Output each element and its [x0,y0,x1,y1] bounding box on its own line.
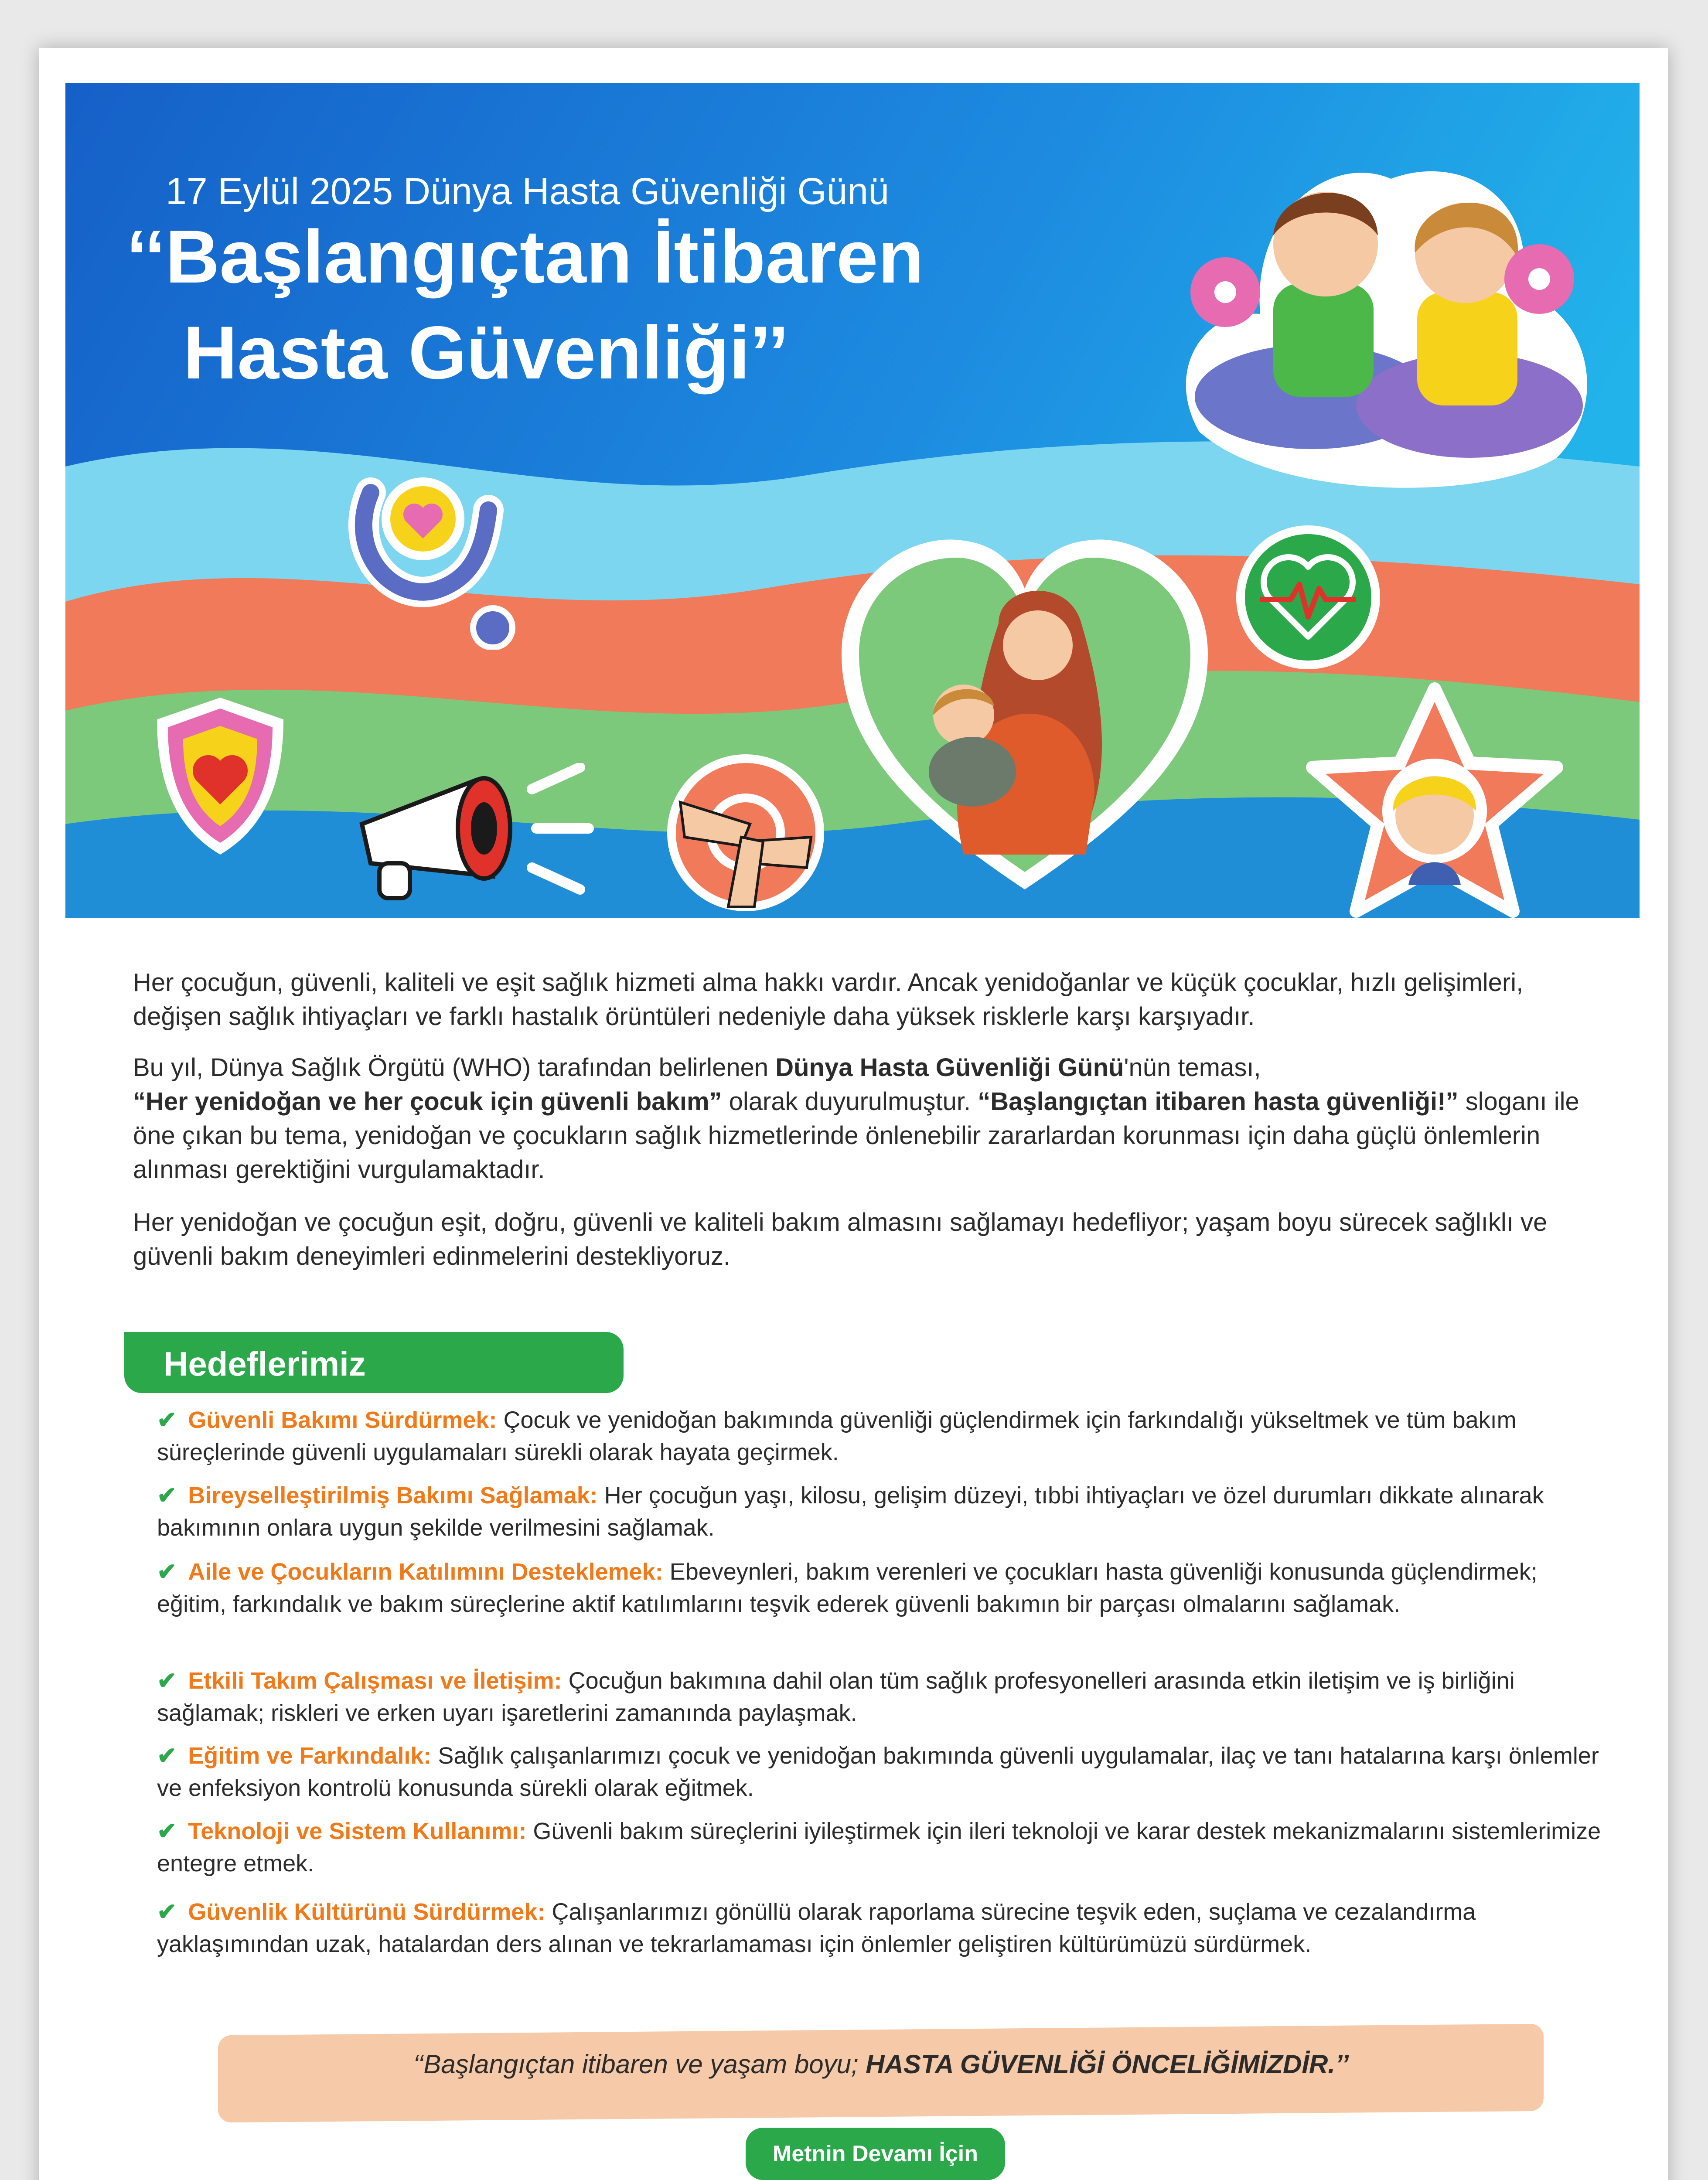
poster-sheet [39,48,1668,2180]
heart-pulse-icon [1234,523,1382,671]
goal-text: Çocuğun bakımına dahil olan tüm sağlık profesyonelleri arasında etkin iletişim ve iş birliğini sağlamak; riskleri ve erken uyarı işaretlerini zamanında paylaşmak. [157,1668,1515,1726]
goal-item [157,1896,1605,1960]
page-title-line1: ‘‘Başlangıçtan İtibaren [126,215,924,299]
goal-title: Aile ve Çocukların Katılımını Desteklemek: [188,1559,663,1585]
check-icon: ✔ [157,1559,177,1585]
goal-item [157,1479,1605,1544]
goal-item [157,1740,1605,1804]
intro-paragraph-3: Her yenidoğan ve çocuğun eşit, doğru, güvenli ve kaliteli bakım almasını sağlamayı hedefliyor; yaşam boyu sürecek sağlıklı ve güvenli bakım deneyimleri edinmelerini destekliyoruz. [133,1208,1548,1271]
goal-text: Sağlık çalışanlarımızı çocuk ve yenidoğan bakımında güvenli uygulamalar, ilaç ve tanı hatalarına karşı önlemler ve enfeksiyon kontrolü konusunda sürekli olarak eğitmek. [157,1743,1599,1801]
goal-text: Çalışanlarımızı gönüllü olarak raporlama sürecine teşvik eden, suçlama ve cezalandırma yaklaşımından uzak, hatalardan ders alınan ve tekrarlamaması için önlemler geliştiren kültürümüzü sürdürmek. [157,1899,1476,1957]
megaphone-icon [344,763,597,907]
smiling-child-star-icon [1299,680,1570,918]
check-icon: ✔ [157,1407,177,1433]
helping-hands-icon [663,750,828,916]
goal-item [157,1665,1605,1729]
goal-title: Eğitim ve Farkındalık: [188,1743,432,1769]
goal-title: Teknoloji ve Sistem Kullanımı: [188,1818,527,1844]
goal-title: Bireyselleştirilmiş Bakımı Sağlamak: [188,1482,598,1509]
check-icon: ✔ [157,1818,177,1844]
p2-segment-e: olarak duyurulmuştur. [722,1087,978,1116]
goal-item [157,1556,1605,1620]
p2-segment-a: Bu yıl, Dünya Sağlık Örgütü (WHO) tarafından belirlenen [133,1053,776,1082]
event-subtitle: 17 Eylül 2025 Dünya Hasta Güvenliği Günü [166,170,889,212]
quote-emphasis: HASTA GÜVENLİĞİ ÖNCELİĞİMİZDİR.’’ [866,2050,1349,2079]
check-icon: ✔ [157,1899,177,1925]
p2-event-name: Dünya Hasta Güvenliği Günü [775,1053,1124,1082]
intro-paragraph-2 [133,1051,1607,1187]
p2-slogan: “Başlangıçtan itibaren hasta güvenliği!” [978,1087,1459,1116]
page-title-line2: Hasta Güvenliği’’ [183,311,789,395]
header-banner [65,83,1640,918]
p2-segment-c: 'nün teması, [1124,1053,1261,1082]
goal-text: Her çocuğun yaşı, kilosu, gelişim düzeyi, tıbbi ihtiyaçları ve özel durumları dikkate alınarak bakımının onlara uygun şekilde verilmesini sağlamak. [157,1482,1544,1541]
heart-shield-icon [148,693,292,859]
goal-item [157,1815,1605,1880]
p2-segment-g: sloganı ile öne çıkan bu tema, yenidoğan ve çocukların sağlık hizmetlerinde önlenebilir zararlardan korunması için daha güçlü önlemlerin alınması gerektiğini vurgulamaktadır. [133,1087,1579,1184]
goal-text: Güvenli bakım süreçlerini iyileştirmek için ileri teknoloji ve karar destek mekanizmalarını sistemlerimize entegre etmek. [157,1818,1601,1877]
children-illustration [1147,126,1618,510]
goal-title: Güvenli Bakımı Sürdürmek: [188,1407,497,1433]
goal-text: Ebeveynleri, bakım verenleri ve çocukları hasta güvenliği konusunda güçlendirmek; eğitim, farkındalık ve bakım süreçlerine aktif katılımlarını teşvik ederek güvenli bakımın bir parçası olmalarını sağlamak. [157,1559,1538,1617]
goal-item [157,1404,1605,1468]
intro-paragraph-1: Her çocuğun, güvenli, kaliteli ve eşit sağlık hizmeti alma hakkı vardır. Ancak yenidoğanlar ve küçük çocuklar, hızlı gelişimleri, değişen sağlık ihtiyaçları ve farklı hastalık örüntüleri nedeniyle daha yüksek risklerle karşı karşıyadır. [133,968,1524,1031]
check-icon: ✔ [157,1743,177,1769]
mother-baby-illustration [833,523,1217,898]
check-icon: ✔ [157,1668,177,1694]
read-more-button[interactable]: Metnin Devamı İçin [746,2128,1005,2180]
check-icon: ✔ [157,1482,177,1509]
goals-heading: Hedeflerimiz [164,1345,366,1383]
quote-prefix: ‘‘Başlangıçtan itibaren ve yaşam boyu; [413,2050,866,2079]
goals-heading-box [124,1332,624,1393]
stethoscope-icon [344,467,532,650]
p2-theme: “Her yenidoğan ve her çocuk için güvenli bakım” [133,1087,722,1116]
goal-title: Etkili Takım Çalışması ve İletişim: [188,1668,562,1694]
goal-title: Güvenlik Kültürünü Sürdürmek: [188,1899,545,1925]
closing-quote [218,2049,1544,2079]
goal-text: Çocuk ve yenidoğan bakımında güvenliği güçlendirmek için farkındalığı yükseltmek ve tüm bakım süreçlerinde güvenli uygulamaları sürekli olarak hayata geçirmek. [157,1407,1517,1465]
